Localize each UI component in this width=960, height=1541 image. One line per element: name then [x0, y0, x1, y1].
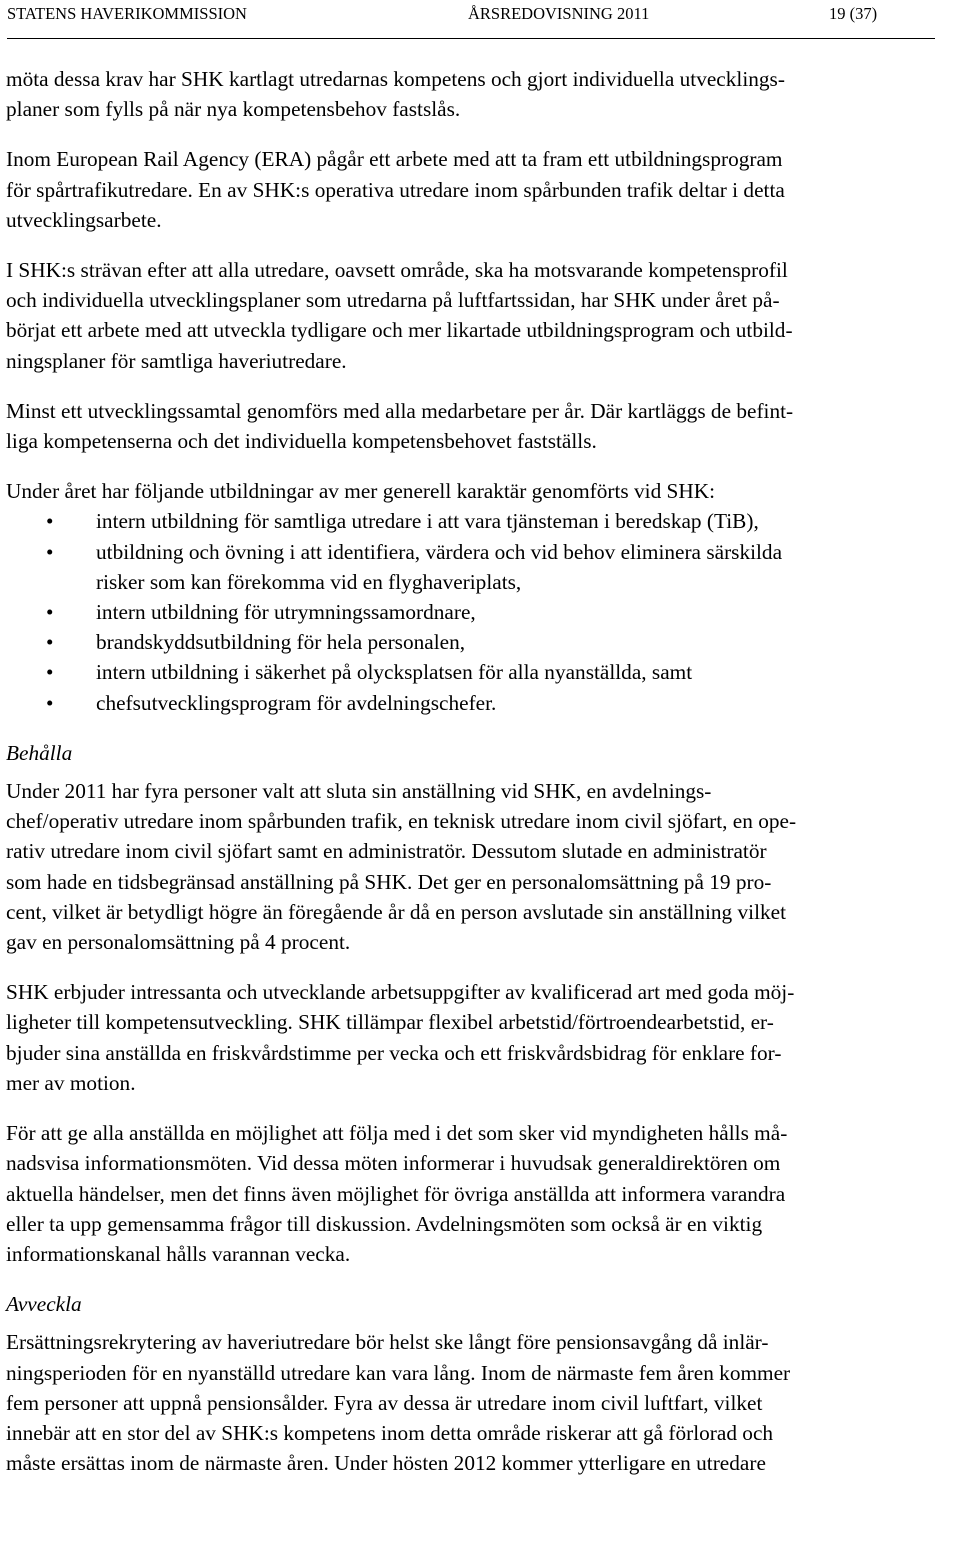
section-heading-avveckla: Avveckla	[6, 1292, 82, 1317]
text-line: möta dessa krav har SHK kartlagt utredarnas kompetens och gjort individuella utvecklings-	[6, 67, 785, 91]
list-item	[6, 537, 954, 597]
text-line: utvecklingsarbete.	[6, 207, 162, 232]
text-line: intern utbildning i säkerhet på olycksplatsen för alla nyanställda, samt	[96, 660, 693, 685]
document-body	[6, 64, 954, 1478]
text-line: chef/operativ utredare inom spårbunden trafik, en teknisk utredare inom civil sjöfart, en ope-	[6, 809, 797, 834]
text-line: börjat ett arbete med att utveckla tydligare och mer likartade utbildningsprogram och utbild-	[6, 318, 793, 343]
text-line: bjuder sina anställda en friskvårdstimme per vecka och ett friskvårdsbidrag för enklare for-	[6, 1040, 782, 1065]
paragraph-era	[6, 144, 954, 235]
list-item	[6, 506, 954, 536]
header-organization: STATENS HAVERIKOMMISSION	[7, 4, 247, 23]
text-line: måste ersättas inom de närmaste åren. Under hösten 2012 kommer ytterligare en utredare	[6, 1451, 766, 1476]
text-line: cent, vilket är betydligt högre än föregående år då en person avslutade sin anställning vilket	[6, 899, 787, 924]
header-page-number: 19 (37)	[829, 4, 878, 23]
text-line: planer som fylls på när nya kompetensbehov fastslås.	[6, 97, 461, 122]
text-line: för spårtrafikutredare. En av SHK:s operativa utredare inom spårbunden trafik deltar i detta	[6, 177, 785, 202]
text-line: informationskanal hålls varannan vecka.	[6, 1241, 351, 1266]
text-line: eller ta upp gemensamma frågor till diskussion. Avdelningsmöten som också är en viktig	[6, 1211, 763, 1236]
bullet-icon: •	[46, 660, 54, 685]
header-divider	[7, 38, 935, 39]
training-list	[6, 506, 954, 717]
text-line: och individuella utvecklingsplaner som utredarna på luftfartssidan, har SHK under året på-	[6, 288, 780, 313]
paragraph-information-meetings	[6, 1118, 954, 1269]
text-line: fem personer att uppnå pensionsålder. Fyra av dessa är utredare inom civil luftfart, vilket	[6, 1390, 763, 1415]
text-line: som hade en tidsbegränsad anställning på SHK. Det ger en personalomsättning på 19 pro-	[6, 869, 772, 894]
list-item	[6, 597, 954, 627]
text-line: Inom European Rail Agency (ERA) pågår ett arbete med att ta fram ett utbildningsprogram	[6, 147, 783, 172]
paragraph-staff-turnover	[6, 776, 954, 957]
text-line: gav en personalomsättning på 4 procent.	[6, 930, 351, 955]
bullet-icon: •	[46, 690, 54, 715]
page-header	[7, 4, 937, 24]
text-line: brandskyddsutbildning för hela personalen,	[96, 630, 466, 655]
header-report-title: ÅRSREDOVISNING 2011	[468, 4, 650, 23]
text-line: Minst ett utvecklingssamtal genomförs med alla medarbetare per år. Där kartläggs de befint-	[6, 398, 794, 423]
text-line: För att ge alla anställda en möjlighet att följa med i det som sker vid myndigheten hålls må-	[6, 1121, 788, 1146]
text-line: intern utbildning för samtliga utredare i att vara tjänsteman i beredskap (TiB),	[96, 509, 759, 534]
text-line: SHK erbjuder intressanta och utvecklande arbetsuppgifter av kvalificerad art med goda möj-	[6, 980, 795, 1005]
text-line: aktuella händelser, men det finns även möjlighet för övriga anställda att informera varandra	[6, 1181, 786, 1206]
bullet-icon: •	[46, 539, 54, 564]
text-line: Ersättningsrekrytering av haveriutredare bör helst ske långt före pensionsavgång då inlär-	[6, 1330, 769, 1355]
section-heading-behalla: Behålla	[6, 740, 73, 765]
list-item	[6, 627, 954, 657]
text-line: ligheter till kompetensutveckling. SHK tillämpar flexibel arbetstid/förtroendearbetstid, er-	[6, 1010, 774, 1035]
text-line: chefsutvecklingsprogram för avdelningschefer.	[96, 690, 497, 715]
bullet-icon: •	[46, 600, 54, 625]
text-line: intern utbildning för utrymningssamordnare,	[96, 600, 476, 625]
text-line: risker som kan förekomma vid en flyghaveriplats,	[96, 569, 522, 594]
list-item	[6, 688, 954, 718]
paragraph-appraisal	[6, 396, 954, 456]
text-line: liga kompetenserna och det individuella kompetensbehovet fastställs.	[6, 429, 597, 454]
list-item	[6, 657, 954, 687]
text-line: I SHK:s strävan efter att alla utredare, oavsett område, ska ha motsvarande kompetensprofil	[6, 258, 788, 283]
paragraph-retirement	[6, 1327, 954, 1478]
paragraph-development-plans	[6, 255, 954, 376]
text-line: nadsvisa informationsmöten. Vid dessa möten informerar i huvudsak generaldirektören om	[6, 1151, 781, 1176]
list-intro	[6, 476, 954, 506]
text-line: ningsplaner för samtliga haveriutredare.	[6, 348, 347, 373]
bullet-icon: •	[46, 630, 54, 655]
text-line: rativ utredare inom civil sjöfart samt en administratör. Dessutom slutade en administratör	[6, 839, 767, 864]
text-line: Under 2011 har fyra personer valt att sluta sin anställning vid SHK, en avdelnings-	[6, 779, 712, 804]
text-line: innebär att en stor del av SHK:s kompetens inom detta område riskerar att gå förlorad och	[6, 1420, 774, 1445]
paragraph-benefits	[6, 977, 954, 1098]
text-line: utbildning och övning i att identifiera, värdera och vid behov eliminera särskilda	[96, 539, 783, 564]
bullet-icon: •	[46, 509, 54, 534]
text-line: ningsperioden för en nyanställd utredare kan vara lång. Inom de närmaste fem åren kommer	[6, 1360, 791, 1385]
paragraph-competence-mapping	[6, 64, 954, 124]
text-line: Under året har följande utbildningar av mer generell karaktär genomförts vid SHK:	[6, 479, 716, 504]
text-line: mer av motion.	[6, 1070, 136, 1095]
